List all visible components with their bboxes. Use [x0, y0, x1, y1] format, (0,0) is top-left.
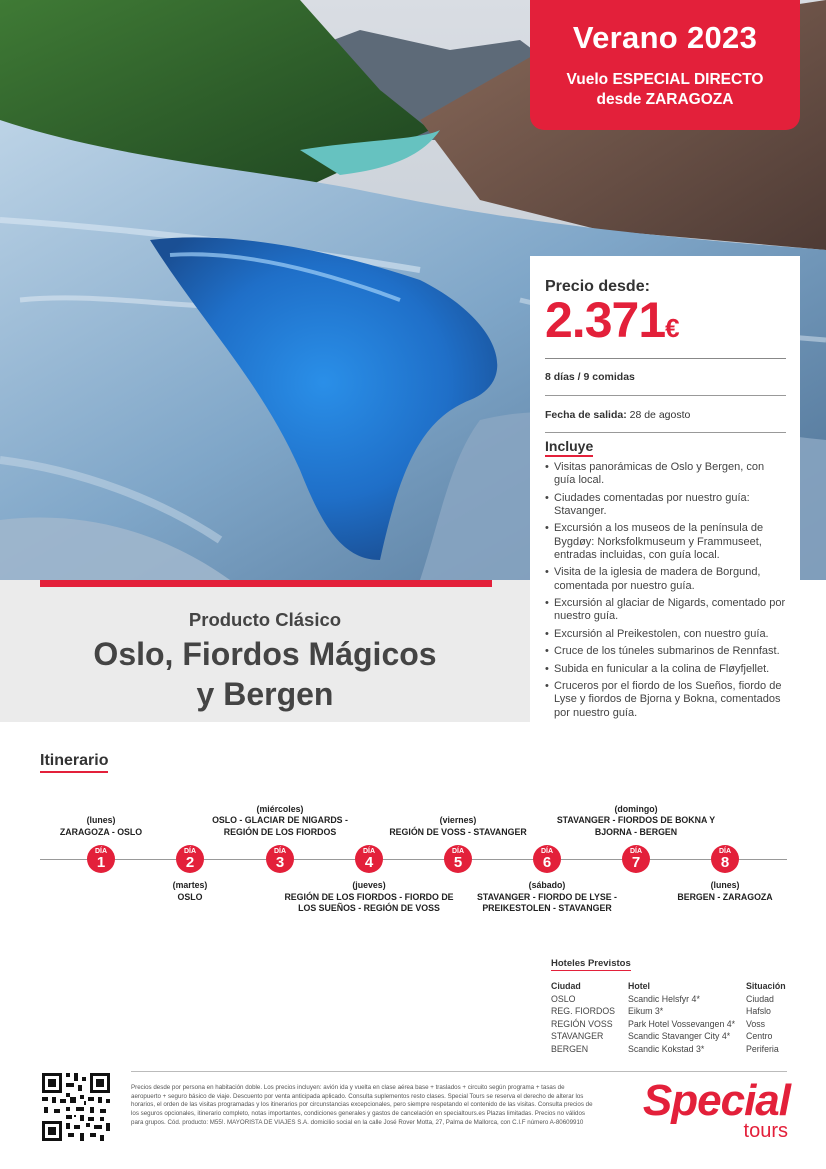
hotels-city-column: [551, 980, 615, 1055]
day-number: 7: [631, 854, 641, 871]
list-item: • Excursión al Preikestolen, con nuestro guía.: [545, 628, 786, 641]
day-1-label: [16, 815, 186, 838]
list-item: • Cruceros por el fiordo de los Sueños, fiordo de Lyse y fiordos de Bjorna y Bokna, comentados por nuestro guía.: [545, 680, 786, 720]
day-route: STAVANGER - FIORDOS DE BOKNA Y BJORNA - BERGEN: [556, 815, 716, 837]
table-cell: Scandic Helsfyr 4*: [628, 993, 700, 1004]
day-3-label: [195, 804, 365, 839]
day-number: 2: [185, 854, 195, 871]
day-word: DÍA: [451, 848, 465, 855]
day-weekday: (miércoles): [256, 803, 304, 814]
day-weekday: (jueves): [352, 880, 386, 890]
list-item: • Visita de la iglesia de madera de Borgund, comentada por nuestro guía.: [545, 566, 786, 592]
qr-code[interactable]: [40, 1071, 112, 1143]
day-word: DÍA: [540, 848, 554, 855]
hotels-hotel-column: [628, 980, 735, 1055]
itinerary-heading: Itinerario: [40, 752, 108, 773]
departure-label: Fecha de salida:: [545, 409, 627, 421]
day-4-marker: [355, 845, 383, 873]
hotels-heading: Hoteles Previstos: [551, 958, 631, 969]
hotels-table: [551, 958, 791, 1054]
table-cell: Hafslo: [746, 1006, 771, 1016]
table-cell: Eikum 3*: [628, 1006, 664, 1016]
day-weekday: (martes): [172, 880, 208, 890]
day-4-label: [284, 880, 454, 915]
product-title-line2: y Bergen: [196, 676, 334, 712]
table-cell: STAVANGER: [551, 1031, 604, 1041]
day-route: ZARAGOZA - OSLO: [59, 826, 143, 837]
table-cell: Scandic Stavanger City 4*: [628, 1031, 731, 1041]
day-5-label: [373, 815, 543, 838]
price-label: Precio desde:: [545, 278, 650, 295]
day-8-label: [640, 880, 810, 903]
list-item: • Ciudades comentadas por nuestro guía: Stavanger.: [545, 492, 786, 518]
table-cell: BERGEN: [551, 1043, 589, 1054]
table-cell: Ciudad: [746, 993, 774, 1004]
hotels-location-column: [746, 980, 786, 1055]
table-cell: Voss: [746, 1018, 766, 1029]
table-cell: Park Hotel Vossevangen 4*: [628, 1018, 736, 1029]
list-item: • Subida en funicular a la colina de Fløyfjellet.: [545, 663, 786, 676]
day-weekday: (domingo): [614, 803, 658, 814]
footer-divider: [131, 1071, 787, 1072]
day-route: REGIÓN DE LOS FIORDOS - FIORDO DE LOS SUEÑOS - REGIÓN DE VOSS: [284, 891, 454, 913]
product-title-line1: Oslo, Fiordos Mágicos: [93, 636, 437, 672]
list-item: • Cruce de los túneles submarinos de Rennfast.: [545, 645, 786, 658]
departure-city-line: desde ZARAGOZA: [596, 91, 734, 108]
duration-meals: 8 días / 9 comidas: [545, 371, 635, 383]
logo-word-tours: tours: [743, 1120, 788, 1142]
day-2-marker: [176, 845, 204, 873]
table-cell: REGIÓN VOSS: [551, 1018, 613, 1029]
day-3-marker: [266, 845, 294, 873]
day-6-label: [462, 880, 632, 915]
day-route: STAVANGER - FIORDO DE LYSE - PREIKESTOLEN - STAVANGER: [477, 891, 617, 913]
column-header: Hotel: [628, 981, 650, 991]
season-title: Verano 2023: [572, 20, 758, 55]
day-word: DÍA: [273, 848, 287, 855]
day-weekday: (viernes): [439, 815, 477, 825]
table-cell: Scandic Kokstad 3*: [628, 1043, 705, 1054]
departure-value: 28 de agosto: [629, 409, 691, 421]
product-subtitle: Producto Clásico: [188, 609, 342, 630]
day-word: DÍA: [94, 848, 108, 855]
day-weekday: (lunes): [710, 880, 740, 890]
day-7-marker: [622, 845, 650, 873]
day-number: 8: [720, 854, 730, 871]
day-number: 5: [453, 854, 463, 871]
day-word: DÍA: [183, 848, 197, 855]
table-cell: REG. FIORDOS: [551, 1006, 616, 1016]
timeline-line: [40, 859, 787, 860]
table-cell: Periferia: [746, 1043, 779, 1054]
day-number: 1: [96, 854, 106, 871]
list-item: • Excursión a los museos de la península de Bygdøy: Norksfolkmuseum y Frammuseet, entradas incluidas, con guía local.: [545, 522, 786, 562]
day-7-label: [551, 804, 721, 839]
day-route: REGIÓN DE VOSS - STAVANGER: [389, 826, 527, 837]
day-1-marker: [87, 845, 115, 873]
day-number: 3: [275, 854, 285, 871]
table-cell: Centro: [746, 1031, 773, 1041]
day-8-marker: [711, 845, 739, 873]
list-item: • Excursión al glaciar de Nigards, comentado por nuestro guía.: [545, 597, 786, 623]
list-item: • Visitas panorámicas de Oslo y Bergen, con guía local.: [545, 461, 786, 487]
day-weekday: (lunes): [86, 815, 116, 825]
day-route: BERGEN - ZARAGOZA: [677, 891, 773, 902]
column-header: Ciudad: [551, 981, 581, 991]
includes-heading: Incluye: [545, 438, 593, 457]
day-word: DÍA: [629, 848, 643, 855]
currency-symbol: €: [665, 313, 680, 343]
legal-text: Precios desde por persona en habitación doble. Los precios incluyen: avión ida y vuelta en clase aérea base + traslados + circuito según programa + tasas de aeropuerto + seguro básico de viaje. Descuento por venta anticipada aplicado. Consulta suplementos resto clases. Special Tours se reserva el derecho de alterar los horarios, el orden de las visitas programadas y los itinerarios por circunstancias excepcionales, pero siempre respetando el contenido de las visitas. Consulta precios de los seguros opcionales, itinerario completo, notas importantes, condiciones generales y gastos de cancelación en specialtours.es Plazas limitadas. Precios no válidos para grupos. Cód. producto: M55!. MAYORISTA DE VIAJES S.A. domicilio social en la calle José Rover Motta, 27, Palma de Mallorca, con C.I.F número A-80609910: [131, 1084, 593, 1126]
day-word: DÍA: [362, 848, 376, 855]
day-number: 6: [542, 854, 552, 871]
day-number: 4: [364, 854, 374, 871]
day-weekday: (sábado): [528, 880, 566, 890]
day-word: DÍA: [718, 848, 732, 855]
special-tours-logo: [622, 1076, 792, 1148]
day-route: OSLO - GLACIAR DE NIGARDS - REGIÓN DE LOS FIORDOS: [212, 815, 348, 837]
day-2-label: [105, 880, 275, 903]
day-6-marker: [533, 845, 561, 873]
price-amount: 2.371: [545, 292, 666, 348]
table-cell: OSLO: [551, 993, 576, 1004]
day-route: OSLO: [177, 891, 203, 902]
flight-line: Vuelo ESPECIAL DIRECTO: [566, 71, 764, 88]
logo-word-special: Special: [642, 1076, 790, 1125]
day-5-marker: [444, 845, 472, 873]
column-header: Situación: [746, 981, 786, 991]
